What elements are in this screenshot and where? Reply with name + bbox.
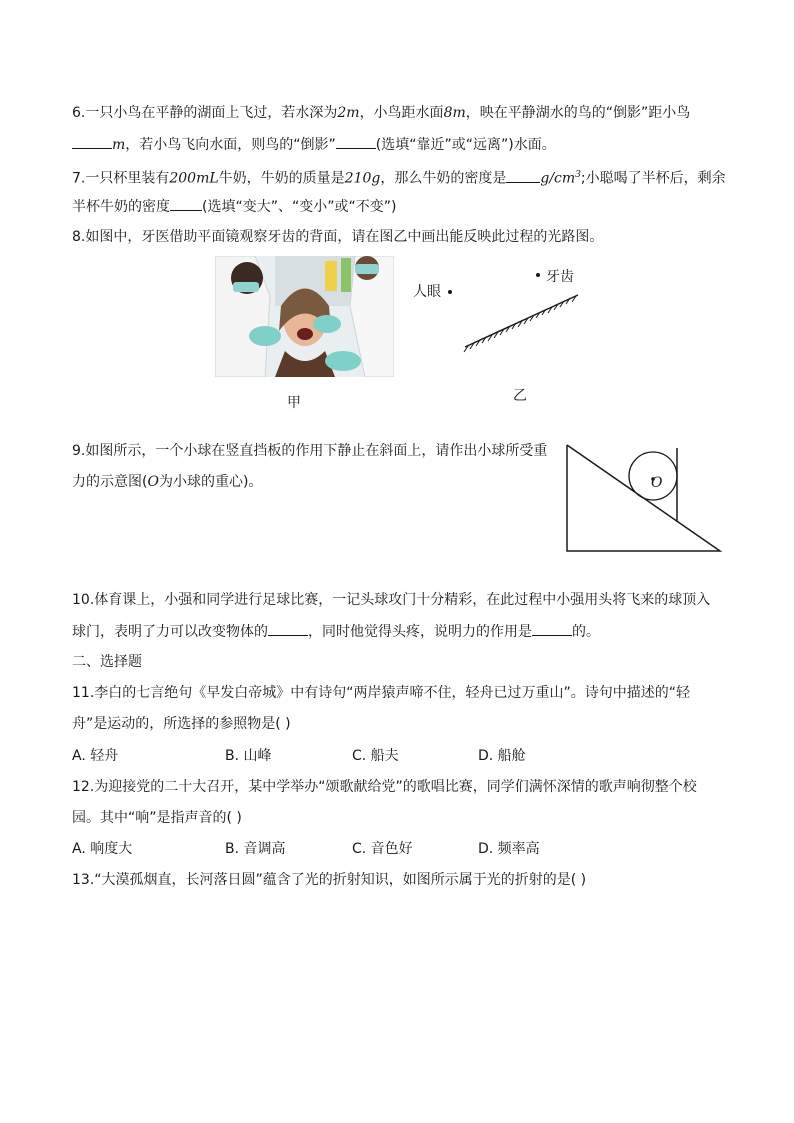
caption-yi: 乙 bbox=[513, 388, 527, 404]
q11-option-d[interactable]: D. 船舱 bbox=[478, 748, 526, 764]
tooth-label: 牙齿 bbox=[546, 269, 574, 285]
q6-line1: 6.一只小鸟在平静的湖面上飞过，若水深为2m，小鸟距水面8m，映在平静湖水的鸟的“倒影”距小鸟 bbox=[72, 105, 691, 121]
q13-line1: 13.“大漠孤烟直，长河落日圆”蕴含了光的折射知识，如图所示属于光的折射的是( ) bbox=[72, 872, 587, 888]
q12-option-d[interactable]: D. 频率高 bbox=[478, 841, 540, 857]
q11-line2: 舟”是运动的，所选择的参照物是( ) bbox=[72, 716, 291, 732]
q8-text: 8.如图中，牙医借助平面镜观察牙齿的背面，请在图乙中画出能反映此过程的光路图。 bbox=[72, 229, 604, 245]
eye-point bbox=[448, 290, 452, 294]
q7-line2: 半杯牛奶的密度 (选填“变大”、“变小”或“不变”) bbox=[72, 196, 396, 217]
q7-line1: 7.一只杯里装有200mL牛奶，牛奶的质量是210g，那么牛奶的密度是 $g/cm^3$;小聪喝了半杯后，剩余 bbox=[72, 165, 726, 189]
q12-line2: 园。其中“响”是指声音的( ) bbox=[72, 810, 242, 826]
q10-line1: 10.体育课上，小强和同学进行足球比赛，一记头球攻门十分精彩，在此过程中小强用头将飞来的球顶入 bbox=[72, 592, 711, 608]
q9-line1: 9.如图所示，一个小球在竖直挡板的作用下静止在斜面上，请作出小球所受重 bbox=[72, 443, 548, 459]
answer-blank[interactable] bbox=[268, 621, 308, 636]
eye-label: 人眼 bbox=[413, 284, 441, 300]
q12-option-c[interactable]: C. 音色好 bbox=[352, 841, 413, 857]
center-label: O bbox=[651, 475, 663, 491]
q12-line1: 12.为迎接党的二十大召开，某中学举办“颂歌献给党”的歌唱比赛，同学们满怀深情的歌声响彻整个校 bbox=[72, 779, 697, 795]
tooth-point bbox=[536, 273, 540, 277]
q11-option-b[interactable]: B. 山峰 bbox=[225, 748, 272, 764]
answer-blank[interactable] bbox=[506, 168, 540, 183]
answer-blank[interactable] bbox=[72, 134, 112, 149]
q10-line2: 球门，表明了力可以改变物体的 ，同时他觉得头疼，说明力的作用是 的。 bbox=[72, 621, 600, 642]
answer-blank[interactable] bbox=[336, 134, 376, 149]
q11-line1: 11.李白的七言绝句《早发白帝城》中有诗句“两岸猿声啼不住，轻舟已过万重山”。诗句中描述的“轻 bbox=[72, 685, 691, 701]
answer-blank[interactable] bbox=[170, 196, 202, 211]
answer-blank[interactable] bbox=[532, 621, 572, 636]
q12-option-a[interactable]: A. 响度大 bbox=[72, 841, 133, 857]
q11-option-a[interactable]: A. 轻舟 bbox=[72, 748, 119, 764]
q12-option-b[interactable]: B. 音调高 bbox=[225, 841, 286, 857]
q6-line2: m，若小鸟飞向水面，则鸟的“倒影” (选填“靠近”或“远离”)水面。 bbox=[72, 134, 556, 155]
q11-option-c[interactable]: C. 船夫 bbox=[352, 748, 399, 764]
incline-diagram bbox=[560, 438, 730, 558]
q9-line2: 力的示意图(O为小球的重心)。 bbox=[72, 474, 263, 490]
section-heading: 二、选择题 bbox=[72, 654, 142, 670]
caption-jia: 甲 bbox=[287, 395, 301, 411]
dentist-photo bbox=[215, 256, 394, 377]
